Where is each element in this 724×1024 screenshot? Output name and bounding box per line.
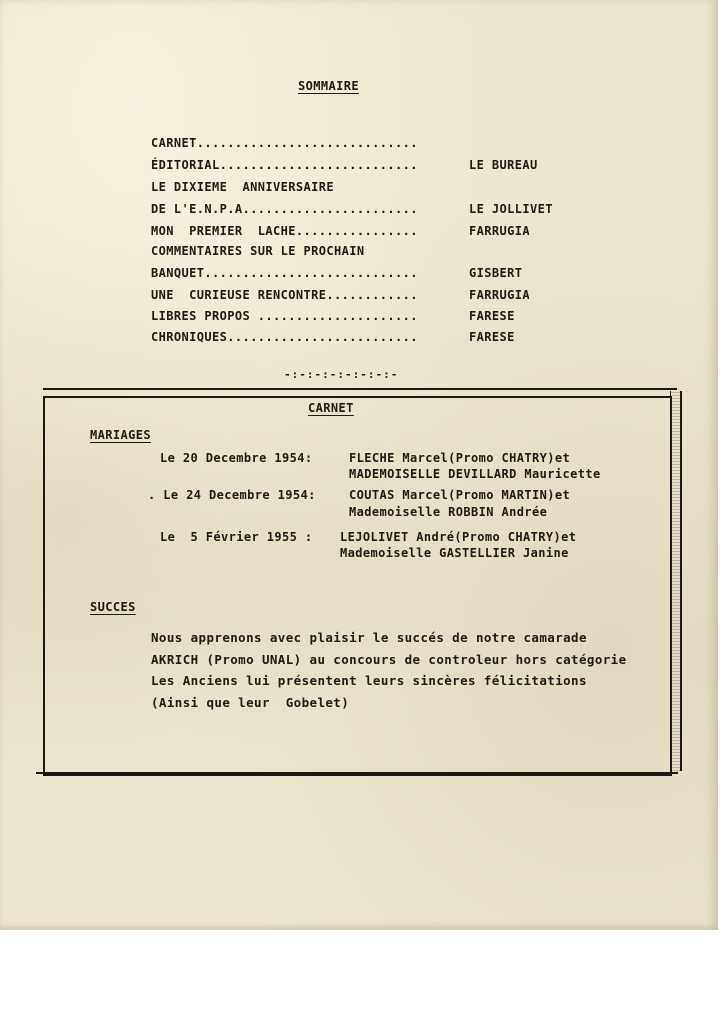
sommaire-author: LE JOLLIVET xyxy=(469,202,553,216)
sommaire-author: FARRUGIA xyxy=(469,224,530,238)
mariages-heading: MARIAGES xyxy=(90,428,151,442)
mariage-date: Le 5 Février 1955 : xyxy=(160,530,313,544)
sommaire-line: MON PREMIER LACHE................ xyxy=(151,224,418,238)
separator: -:-:-:-:-:-:-:- xyxy=(284,368,399,381)
sommaire-line: DE L'E.N.P.A....................... xyxy=(151,202,418,216)
mariage-line: FLECHE Marcel(Promo CHATRY)et xyxy=(349,451,571,465)
sommaire-title: SOMMAIRE xyxy=(298,79,359,93)
sommaire-line: COMMENTAIRES SUR LE PROCHAIN xyxy=(151,244,365,258)
sommaire-author: GISBERT xyxy=(469,266,523,280)
succes-line: (Ainsi que leur Gobelet) xyxy=(151,695,350,710)
sommaire-line: LIBRES PROPOS ..................... xyxy=(151,309,418,323)
mariage-line: Mademoiselle GASTELLIER Janine xyxy=(340,546,569,560)
sommaire-author: LE BUREAU xyxy=(469,158,538,172)
carnet-heading: CARNET xyxy=(308,401,354,415)
sommaire-line: LE DIXIEME ANNIVERSAIRE xyxy=(151,180,334,194)
sommaire-line: BANQUET............................ xyxy=(151,266,418,280)
mariage-date: . Le 24 Decembre 1954: xyxy=(148,488,316,502)
succes-line: Les Anciens lui présentent leurs sincères félicitations xyxy=(151,673,587,688)
sommaire-author: FARRUGIA xyxy=(469,288,530,302)
sommaire-line: UNE CURIEUSE RENCONTRE............ xyxy=(151,288,418,302)
mariage-line: MADEMOISELLE DEVILLARD Mauricette xyxy=(349,467,601,481)
mariage-line: COUTAS Marcel(Promo MARTIN)et xyxy=(349,488,571,502)
sommaire-line: CHRONIQUES......................... xyxy=(151,330,418,344)
sommaire-line: ÉDITORIAL.......................... xyxy=(151,158,418,172)
succes-line: AKRICH (Promo UNAL) au concours de controleur hors catégorie xyxy=(151,652,627,667)
succes-heading: SUCCES xyxy=(90,600,136,614)
sommaire-author: FARESE xyxy=(469,309,515,323)
mariage-date: Le 20 Decembre 1954: xyxy=(160,451,313,465)
mariage-line: LEJOLIVET André(Promo CHATRY)et xyxy=(340,530,577,544)
succes-line: Nous apprenons avec plaisir le succés de notre camarade xyxy=(151,630,587,645)
sommaire-line: CARNET............................. xyxy=(151,136,418,150)
mariage-line: Mademoiselle ROBBIN Andrée xyxy=(349,505,548,519)
sommaire-author: FARESE xyxy=(469,330,515,344)
carnet-box-bottom-edge xyxy=(36,772,678,774)
